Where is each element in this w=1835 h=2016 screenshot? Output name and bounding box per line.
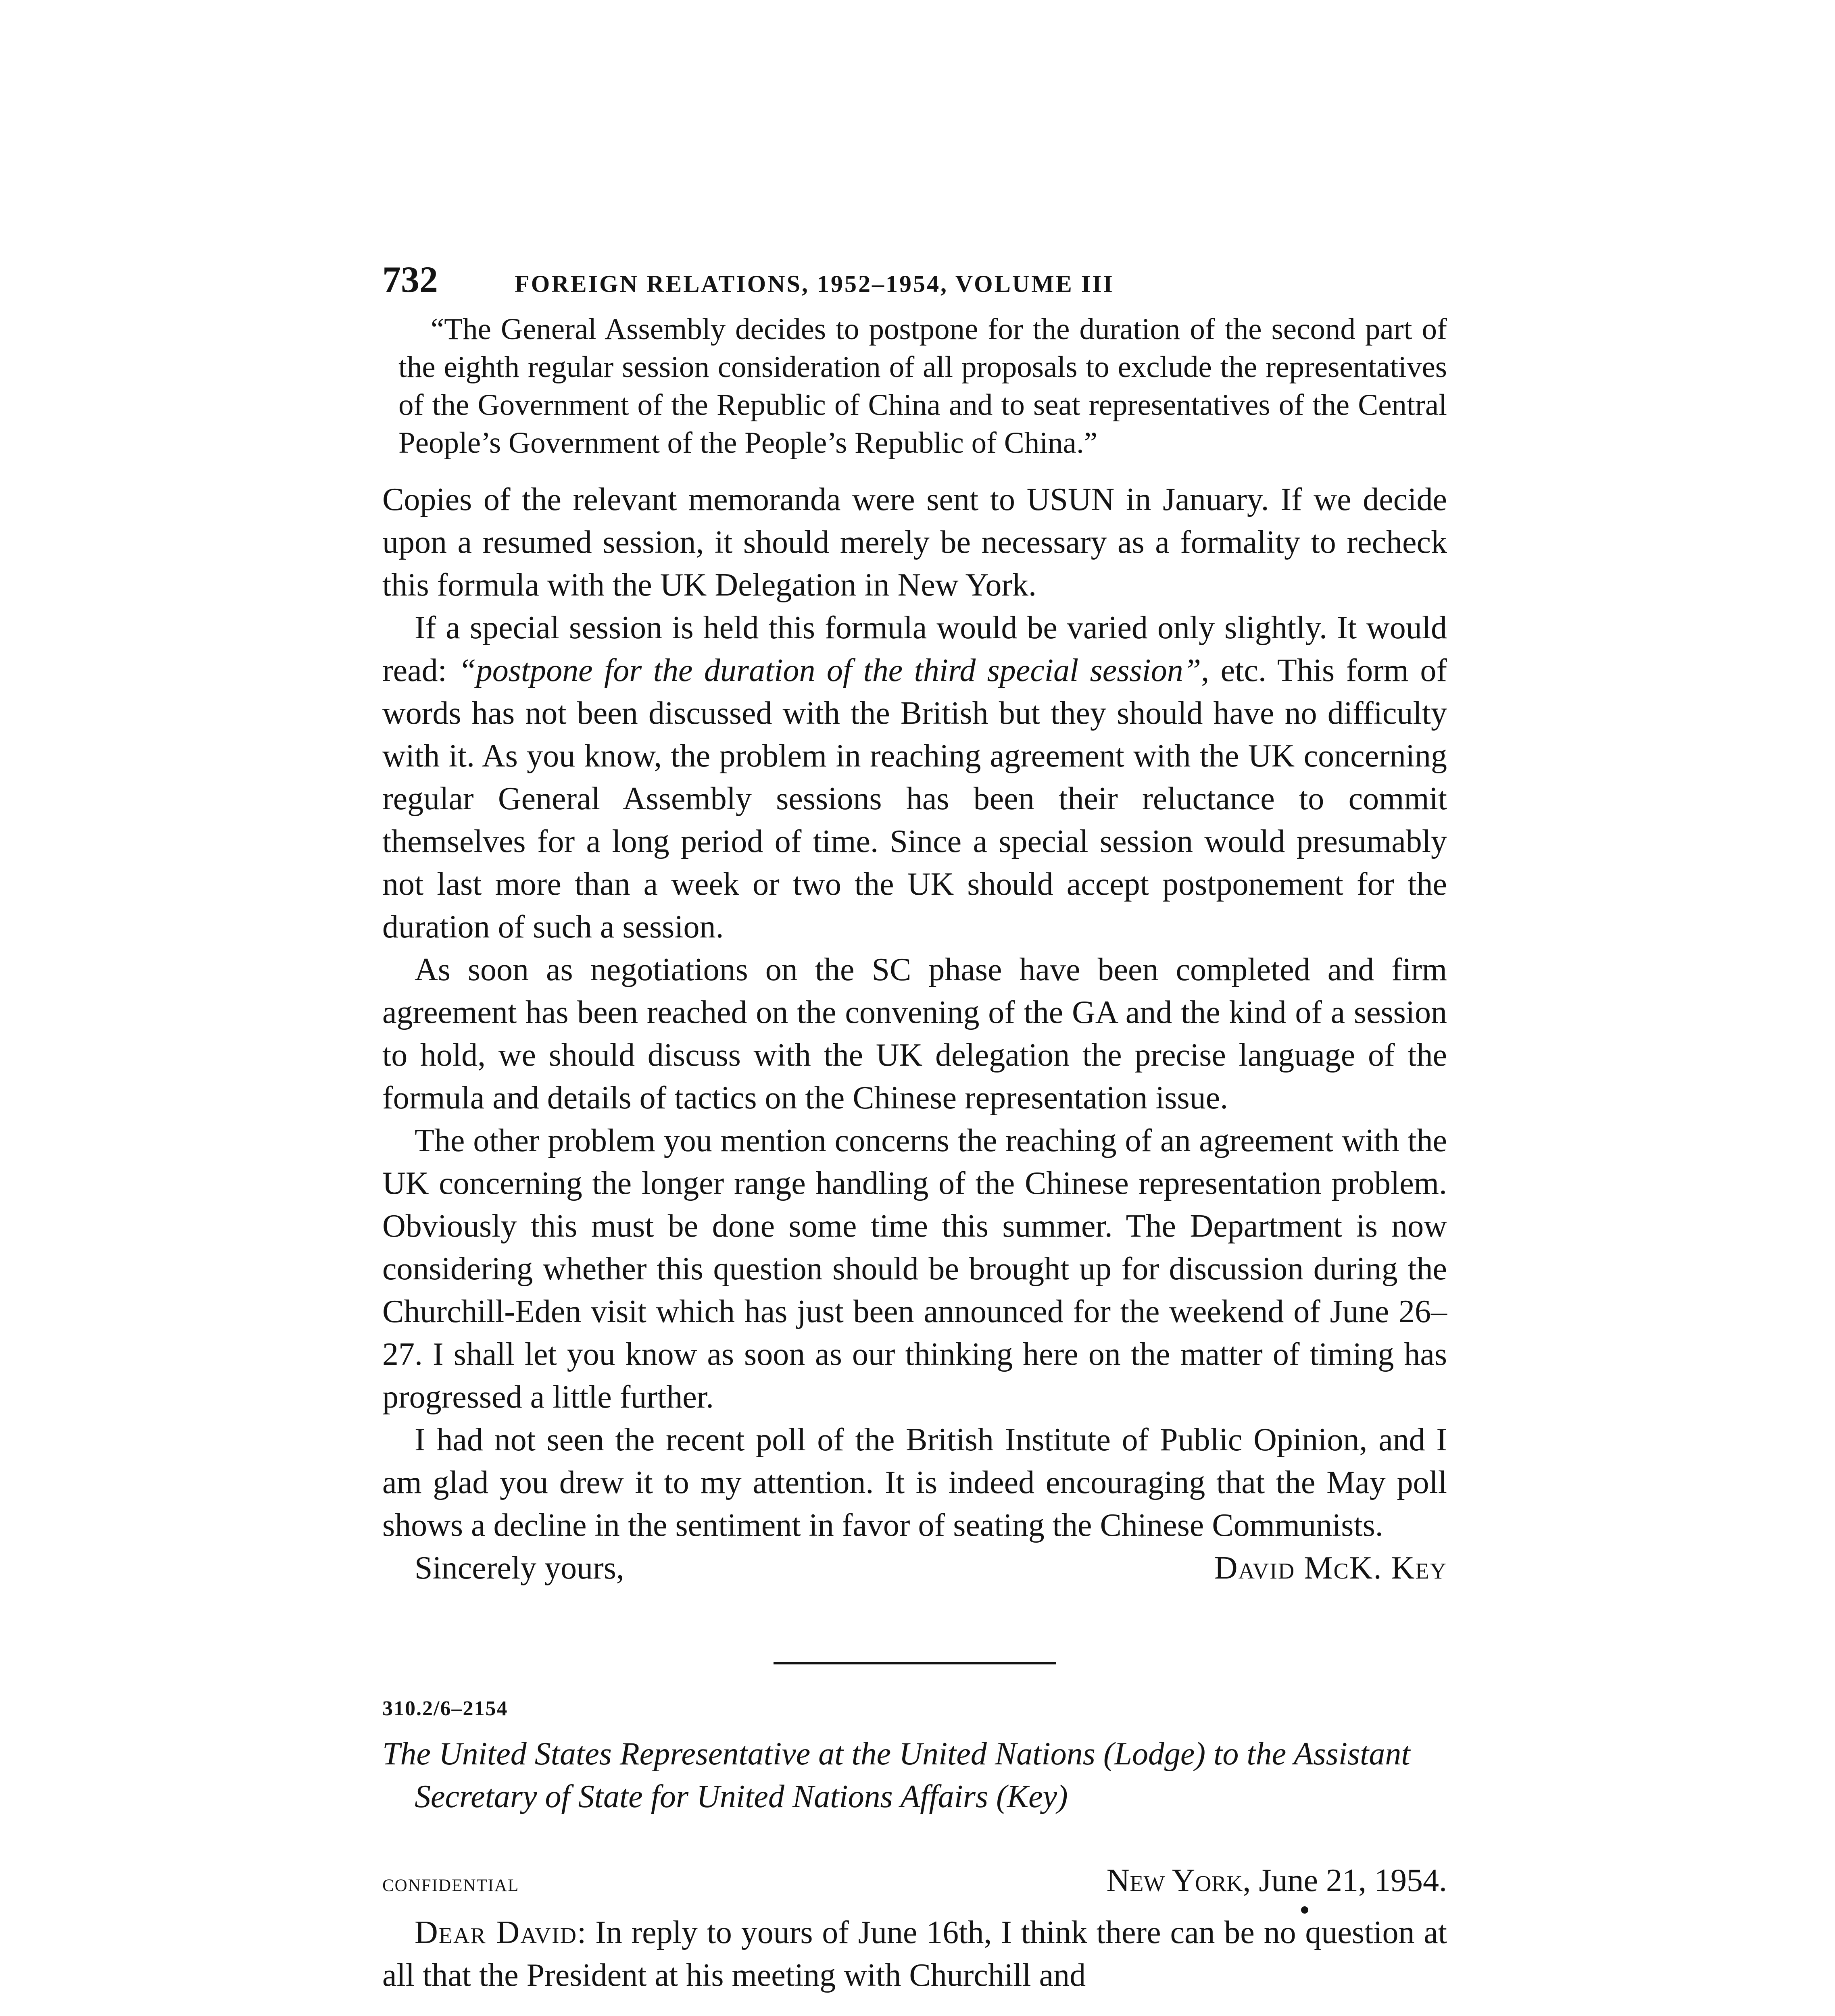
quoted-resolution	[398, 310, 1447, 462]
volume-title: FOREIGN RELATIONS, 1952–1954, VOLUME III	[515, 271, 1114, 297]
signoff	[382, 1547, 1447, 1589]
paragraph-4: The other problem you mention concerns the reaching of an agreement with the UK concerning the longer range handling of the Chinese representation problem. Obviously this must be done some time this summer. The Department is now considering whether this question should be brought up for discussion during the Churchill-Eden visit which has just been announced for the weekend of June 26–27. I shall let you know as soon as our thinking here on the matter of timing has progressed a little further.	[382, 1123, 1447, 1415]
letter-opening	[382, 1911, 1447, 1997]
document-heading: The United States Representative at the United Nations (Lodge) to the Assistant Secretary of State for United Nations Affairs (Key)	[382, 1736, 1410, 1814]
file-number: 310.2/6–2154	[382, 1697, 508, 1720]
signature: David McK. Key	[1214, 1550, 1447, 1586]
paragraph-3: As soon as negotiations on the SC phase have been completed and firm agreement has been reached on the convening of the GA and the kind of a session to hold, we should discuss with the UK delegation the precise language of the formula and details of tactics on the Chinese representation issue.	[382, 952, 1447, 1116]
salutation: Dear David	[415, 1915, 578, 1950]
quoted-resolution-text: “The General Assembly decides to postpone for the duration of the second part of the eighth regular session consideration of all proposals to exclude the representatives of the Government of the Republic of China and to seat representatives of the Central People’s Government of the People’s Republic of China.”	[398, 312, 1447, 460]
classification: confidential	[382, 1869, 519, 1897]
page-number: 732	[382, 259, 438, 300]
dateline	[382, 1862, 1447, 1899]
place: New York	[1106, 1863, 1243, 1898]
paragraph-2-start: If a special session is held this formula would be varied only slightly. It would read:	[382, 610, 1447, 688]
opening-text: In reply to yours of June 16th, I think there can be no question at all that the President at his meeting with Churchill and	[382, 1915, 1447, 1993]
paragraph-2-quoted-formula: “postpone for the duration of the third special session”	[458, 653, 1201, 688]
date: , June 21, 1954.	[1243, 1863, 1447, 1898]
paragraph-2	[382, 606, 1447, 948]
paragraph-1: Copies of the relevant memoranda were sent to USUN in January. If we decide upon a resumed session, it should merely be necessary as a formality to recheck this formula with the UK Delegation in New York.	[382, 482, 1447, 603]
salutation-punctuation: :	[577, 1915, 596, 1950]
running-head	[382, 258, 1447, 306]
closing: Sincerely yours,	[415, 1550, 624, 1586]
paragraph-5: I had not seen the recent poll of the British Institute of Public Opinion, and I am glad you drew it to my attention. It is indeed encouraging that the May poll shows a decline in the sentiment in favor of seating the Chinese Communists.	[382, 1422, 1447, 1543]
stray-mark	[1301, 1906, 1308, 1914]
page-content	[382, 258, 1447, 1997]
letter-body	[382, 478, 1447, 1547]
section-divider	[774, 1662, 1056, 1664]
place-date	[1106, 1862, 1447, 1899]
paragraph-2-end: , etc. This form of words has not been discussed with the British but they should have no difficulty with it. As you know, the problem in reaching agreement with the UK concerning regular General Assembly sessions has been their reluctance to commit themselves for a long period of time. Since a special session would presumably not last more than a week or two the UK should accept postponement for the duration of such a session.	[382, 653, 1447, 945]
